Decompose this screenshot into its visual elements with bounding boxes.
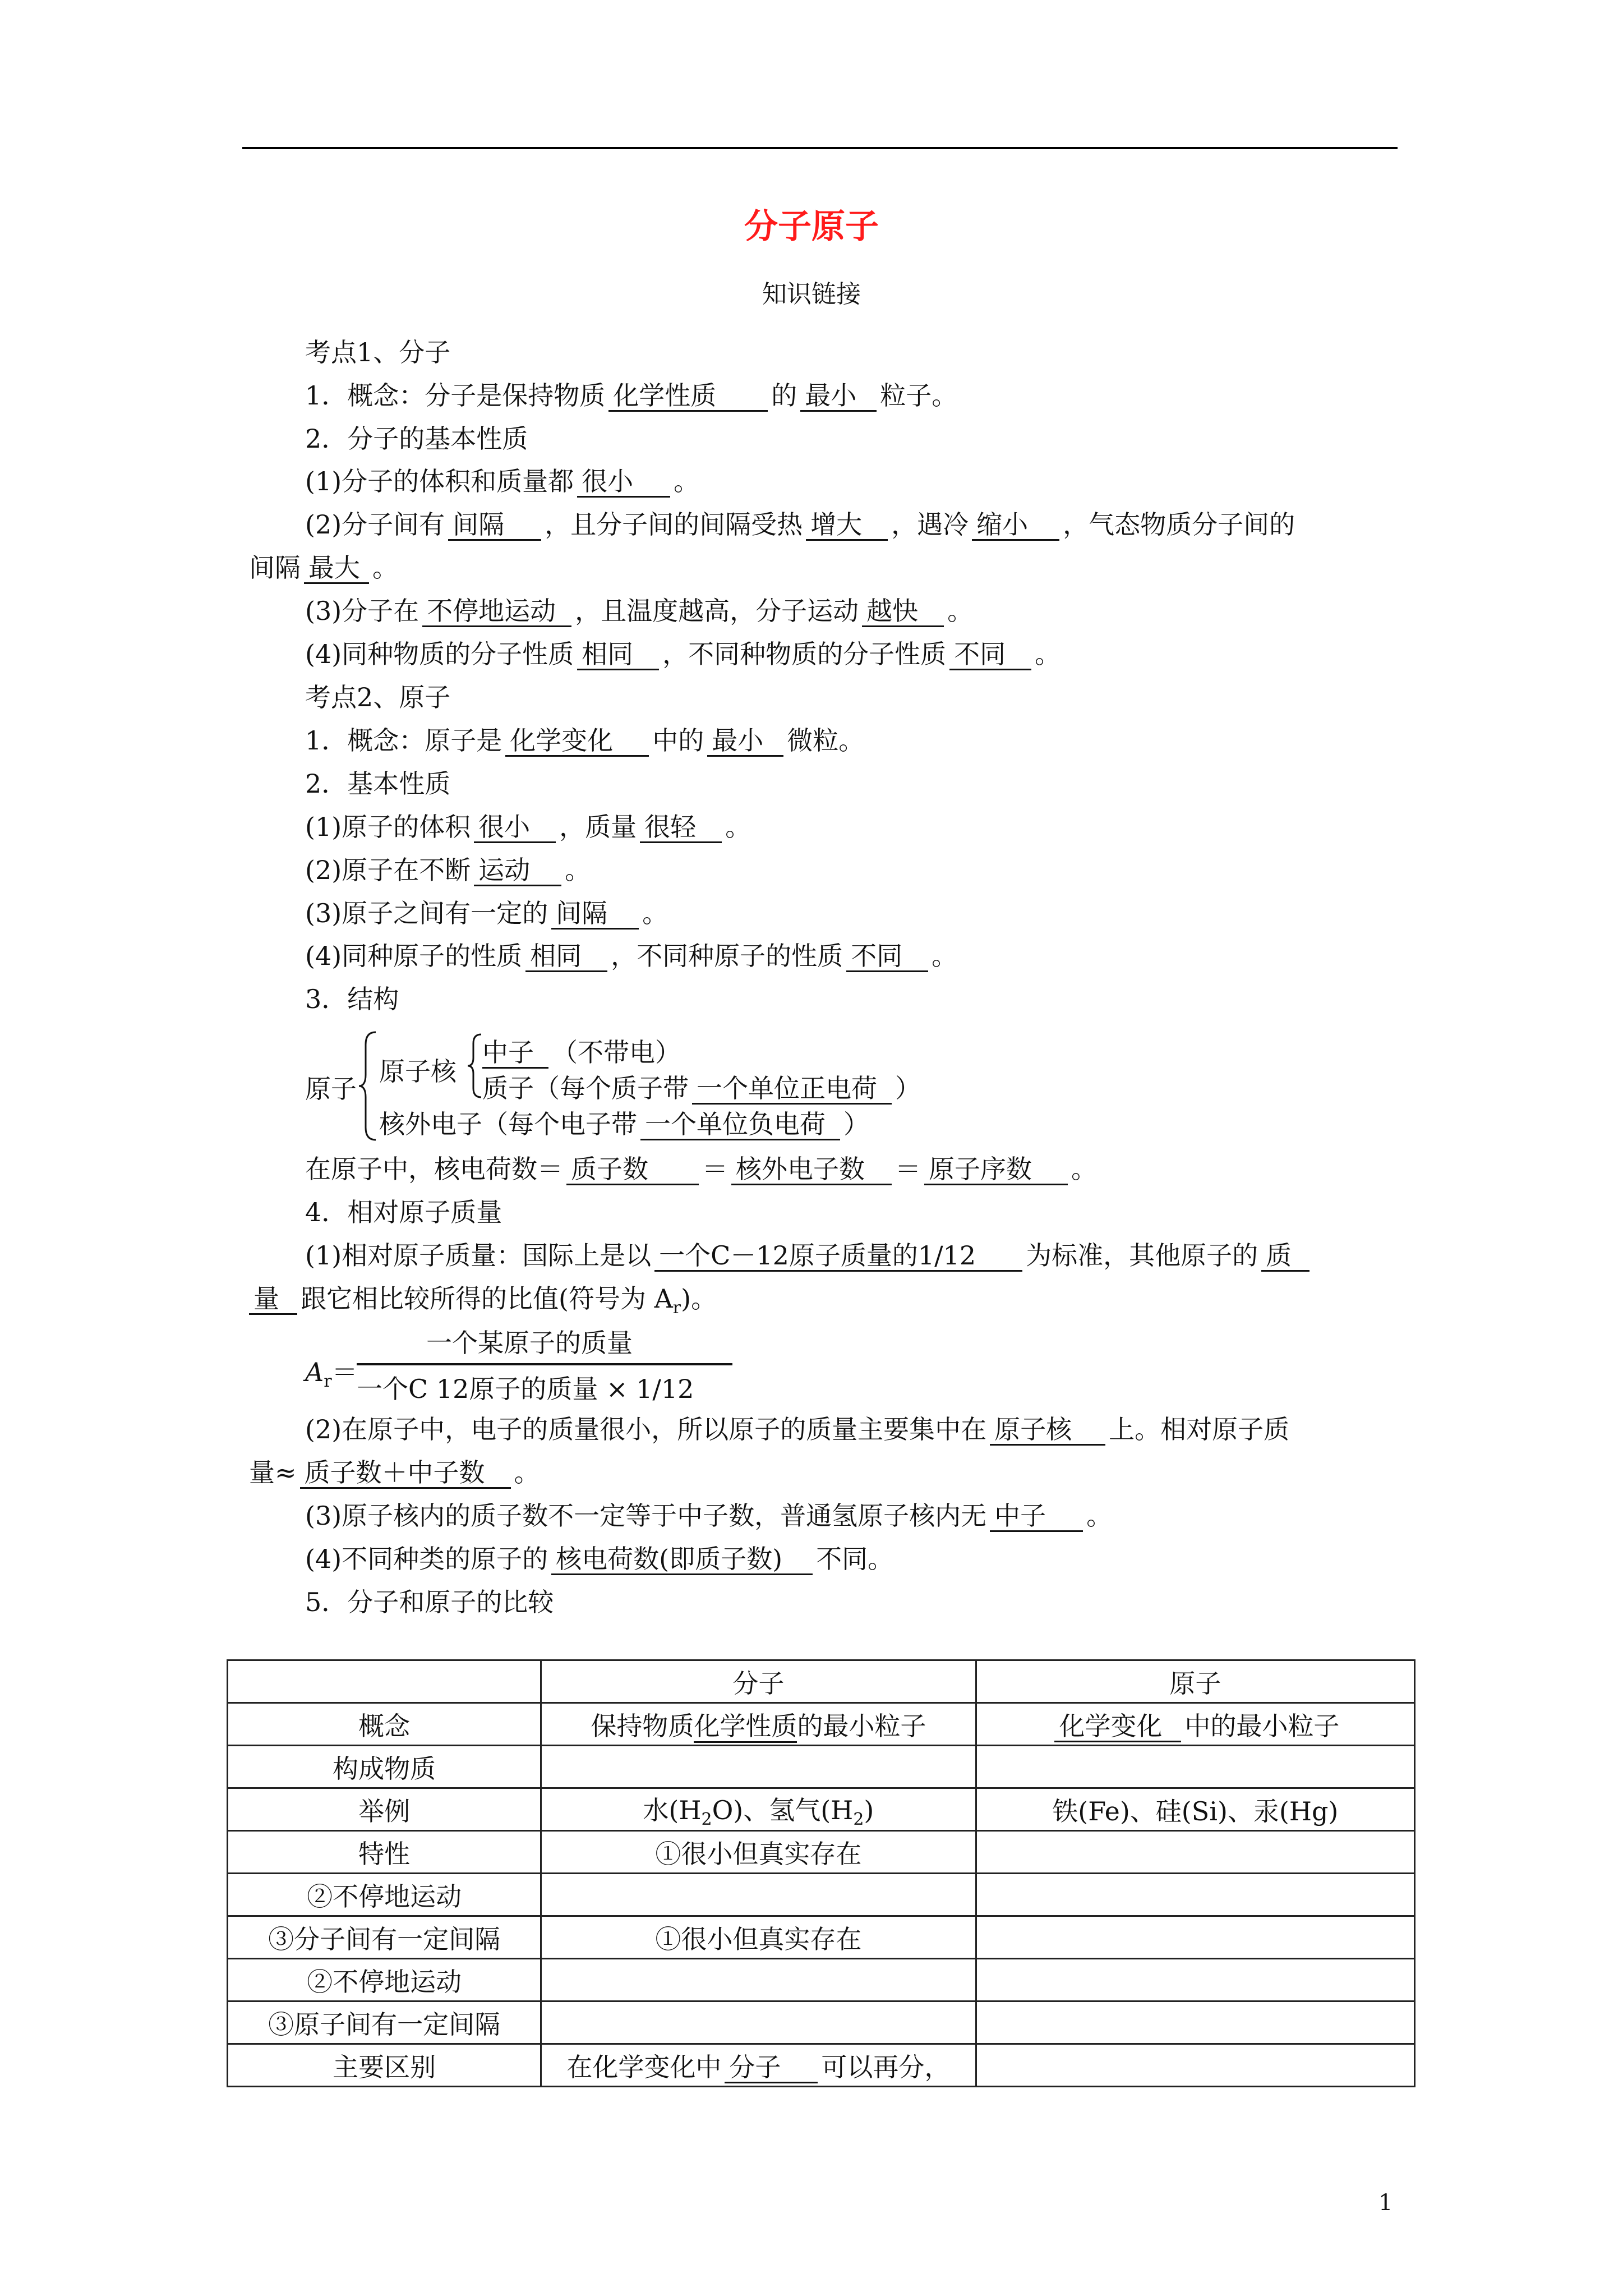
text-line: (3)原子之间有一定的 间隔 。	[305, 898, 668, 928]
section-heading-atom: 考点2、原子	[305, 682, 451, 712]
section-heading-molecule: 考点1、分子	[305, 337, 451, 367]
text-line: 3．结构	[305, 984, 399, 1014]
table-cell: 化学变化 中的最小粒子	[976, 1703, 1414, 1746]
answer-blank: 量	[249, 1284, 297, 1315]
text-line: (2)原子在不断 运动 。	[305, 855, 591, 885]
header-rule	[242, 147, 1398, 149]
table-cell: 构成物质	[228, 1746, 541, 1788]
text-line: (2)在原子中，电子的质量很小，所以原子的质量主要集中在 原子核 上。相对原子质	[305, 1414, 1290, 1444]
table-cell	[541, 2001, 976, 2044]
answer-blank: 相同	[525, 941, 607, 972]
text-line: (1)原子的体积 很小 ，质量 很轻 。	[305, 812, 751, 842]
table-cell: 特性	[228, 1831, 541, 1874]
table-row	[228, 2001, 1415, 2044]
text-line: 在原子中，核电荷数＝ 质子数 ＝ 核外电子数 ＝ 原子序数 。	[305, 1154, 1097, 1184]
nucleus-label: 原子核	[379, 1056, 457, 1087]
text-line: (4)不同种类的原子的 核电荷数(即质子数) 不同。	[305, 1544, 894, 1574]
answer-blank: 中子	[990, 1501, 1083, 1532]
table-cell: 概念	[228, 1703, 541, 1746]
text-line: (2)分子间有 间隔 ，且分子间的间隔受热 增大 ，遇冷 缩小 ，气态物质分子间的	[305, 509, 1295, 540]
table-cell	[976, 1916, 1414, 1959]
answer-blank: 核电荷数(即质子数)	[551, 1544, 813, 1575]
text-line: (4)同种物质的分子性质 相同 ，不同种物质的分子性质 不同 。	[305, 639, 1061, 669]
table-row	[228, 1788, 1415, 1831]
page-number: 1	[1378, 2190, 1393, 2216]
table-cell: 铁(Fe)、硅(Si)、汞(Hg)	[976, 1788, 1414, 1831]
formula-lhs: $A_r=$	[305, 1357, 358, 1391]
text-line: (1)相对原子质量：国际上是以 一个C－12原子质量的1/12 为标准，其他原子的 质	[305, 1239, 1472, 1272]
inner-brace-icon	[465, 1032, 483, 1099]
text-line: 量 跟它相比较所得的比值(符号为 $A_r$)。	[249, 1282, 1415, 1325]
text-line: 1．概念：原子是 化学变化 中的 最小 微粒。	[305, 725, 865, 756]
comparison-table	[227, 1659, 1415, 2087]
atom-label: 原子	[305, 1074, 357, 1104]
text-line: (1)分子的体积和质量都 很小 。	[305, 466, 700, 496]
table-cell: ①很小但真实存在	[541, 1916, 976, 1959]
text-line: 4．相对原子质量	[305, 1197, 502, 1227]
page-subtitle: 知识链接	[762, 280, 861, 309]
text-line: 量≈ 质子数＋中子数 。	[249, 1457, 540, 1488]
answer-blank: 很小	[474, 812, 556, 843]
answer-blank: 一个C－12原子质量的1/12	[654, 1241, 1022, 1272]
table-cell: ③原子间有一定间隔	[228, 2001, 541, 2044]
answer-blank: 化学变化	[505, 726, 649, 757]
table-cell: ③分子间有一定间隔	[228, 1916, 541, 1959]
answer-blank: 增大	[806, 510, 888, 541]
table-cell	[541, 1959, 976, 2001]
table-cell: ②不停地运动	[228, 1959, 541, 2001]
answer-blank: 质	[1261, 1241, 1310, 1272]
formula-numerator: 一个某原子的质量	[426, 1328, 633, 1358]
answer-blank: 越快	[862, 596, 944, 627]
table-cell: 在化学变化中 分子 可以再分，	[541, 2044, 976, 2087]
answer-blank: 化学性质	[608, 381, 768, 412]
answer-blank: 不同	[846, 941, 928, 972]
table-cell	[976, 2001, 1414, 2044]
table-cell	[541, 1874, 976, 1916]
table-cell	[228, 1660, 541, 1703]
table-cell: 保持物质化学性质的最小粒子	[541, 1703, 976, 1746]
answer-blank: 很小	[577, 467, 670, 498]
answer-blank: 原子序数	[924, 1154, 1068, 1185]
table-row	[228, 1874, 1415, 1916]
answer-blank: 最大	[304, 553, 369, 584]
formula-denominator: 一个C 12原子的质量 × 1/12	[357, 1374, 694, 1404]
answer-blank: 相同	[577, 639, 659, 670]
table-cell	[976, 2044, 1414, 2087]
answer-blank: 质子数＋中子数	[300, 1458, 511, 1489]
text-line: 2．分子的基本性质	[305, 424, 528, 454]
table-row	[228, 1916, 1415, 1959]
fraction-bar	[357, 1363, 732, 1365]
table-cell: 分子	[541, 1660, 976, 1703]
table-cell: 原子	[976, 1660, 1414, 1703]
text-line: (4)同种原子的性质 相同 ，不同种原子的性质 不同 。	[305, 941, 958, 971]
table-cell	[541, 1746, 976, 1788]
table-row	[228, 1959, 1415, 2001]
answer-blank: 最小	[800, 381, 877, 412]
answer-blank: 质子数	[566, 1154, 699, 1185]
table-cell	[976, 1746, 1414, 1788]
answer-blank: 核外电子数	[731, 1154, 892, 1185]
text-line: (3)原子核内的质子数不一定等于中子数，普通氢原子核内无 中子 。	[305, 1501, 1113, 1531]
text-line: 2．基本性质	[305, 769, 451, 799]
electron-line: 核外电子（每个电子带 一个单位负电荷 ）	[379, 1109, 869, 1139]
table-cell: ①很小但真实存在	[541, 1831, 976, 1874]
text-line: 间隔 最大 。	[249, 553, 398, 583]
table-cell: 水$(H_2O)$、氢气$(H_2)$	[541, 1788, 976, 1831]
answer-blank: 很轻	[640, 812, 722, 843]
table-row	[228, 1746, 1415, 1788]
text-line: 1．概念：分子是保持物质 化学性质 的 最小 粒子。	[305, 380, 958, 411]
table-row	[228, 1831, 1415, 1874]
outer-brace-icon	[357, 1030, 379, 1142]
answer-blank: 间隔	[448, 510, 541, 541]
answer-blank: 不同	[949, 639, 1031, 670]
table-cell: ②不停地运动	[228, 1874, 541, 1916]
table-cell	[976, 1874, 1414, 1916]
page-title: 分子原子	[744, 207, 879, 246]
table-row	[228, 2044, 1415, 2087]
proton-line: 质子（每个质子带 一个单位正电荷 ）	[482, 1073, 921, 1103]
table-row	[228, 1703, 1415, 1746]
table-cell: 举例	[228, 1788, 541, 1831]
text-line: (3)分子在 不停地运动 ，且温度越高，分子运动 越快 。	[305, 596, 974, 626]
answer-blank: 间隔	[551, 899, 639, 930]
table-header-row	[228, 1660, 1415, 1703]
answer-blank: 最小	[707, 726, 783, 757]
text-line: 5．分子和原子的比较	[305, 1587, 554, 1617]
table-cell: 主要区别	[228, 2044, 541, 2087]
table-cell	[976, 1831, 1414, 1874]
answer-blank: 缩小	[972, 510, 1059, 541]
answer-blank: 不停地运动	[422, 596, 571, 627]
answer-blank: 原子核	[990, 1415, 1105, 1446]
table-cell	[976, 1959, 1414, 2001]
neutron-line: 中子 （不带电）	[482, 1037, 681, 1068]
answer-blank: 运动	[474, 855, 561, 886]
